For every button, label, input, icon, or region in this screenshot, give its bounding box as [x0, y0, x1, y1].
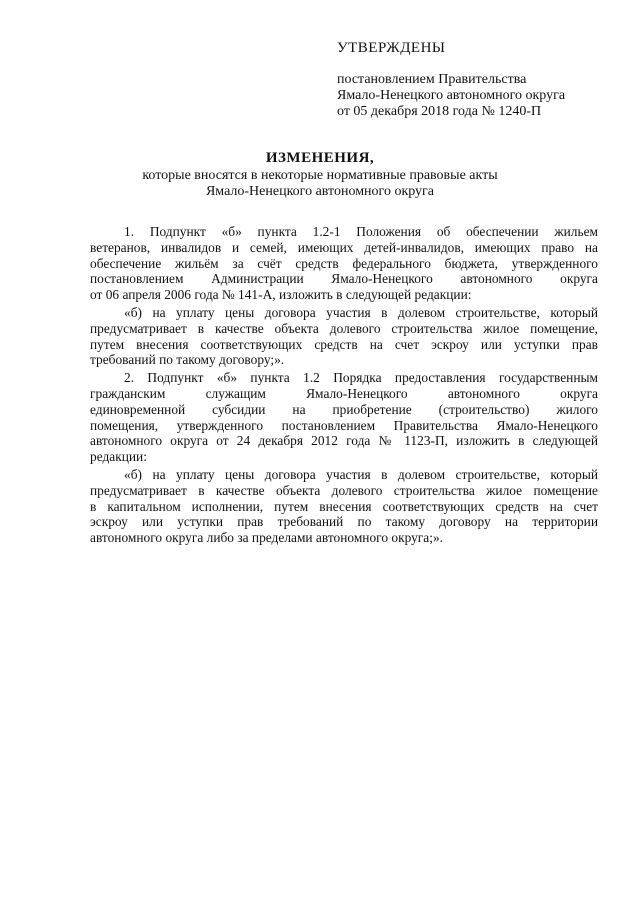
document-subtitle-line: Ямало-Ненецкого автономного округа — [205, 184, 435, 199]
text-line: требований по такому договору;». — [90, 352, 285, 368]
text-line: в капитальном исполнении, путем внесения соответствующих средств на счет — [90, 498, 598, 514]
text-line: автономного округа либо за пределами автономного округа;». — [90, 530, 443, 546]
text-line: 2. Подпункт «б» пункта 1.2 Порядка предоставления государственным — [124, 370, 598, 386]
paragraph-quote-1 — [90, 305, 598, 368]
text-line: единовременной субсидии на приобретение (строительство) жилого — [90, 401, 598, 417]
paragraph-quote-2 — [90, 467, 598, 546]
text-line: помещения, утвержденного постановлением Правительства Ямало-Ненецкого — [90, 417, 598, 433]
approval-line: Ямало-Ненецкого автономного округа — [337, 88, 566, 103]
approved-heading: УТВЕРЖДЕНЫ — [337, 40, 446, 56]
text-line: «б) на уплату цены договора участия в долевом строительстве, который — [124, 304, 598, 320]
document-subtitle-line: которые вносятся в некоторые нормативные правовые акты — [142, 168, 498, 183]
text-line: предусматривает в качестве объекта долевого строительства жилое помещение — [90, 482, 598, 498]
approval-block — [337, 40, 617, 120]
document-body — [90, 224, 598, 548]
document-title: ИЗМЕНЕНИЯ, — [265, 150, 375, 166]
text-line: предусматривает в качестве объекта долевого строительства жилое помещение, — [90, 320, 598, 336]
document-heading — [60, 150, 580, 200]
text-line: от 06 апреля 2006 года № 141-А, изложить в следующей редакции: — [90, 287, 472, 303]
text-line: 1. Подпункт «б» пункта 1.2-1 Положения об обеспечении жильем — [124, 224, 598, 239]
paragraph-item-1 — [90, 224, 598, 303]
text-line: постановлением Администрации Ямало-Ненецкого автономного округа — [90, 271, 598, 287]
approval-line: от 05 декабря 2018 года № 1240-П — [337, 104, 542, 119]
text-line: эскроу или уступки прав требований по такому договору на территории — [90, 514, 598, 530]
paragraph-item-2 — [90, 370, 598, 465]
text-line: обеспечение жильём за счёт средств федерального бюджета, утвержденного — [90, 255, 598, 271]
text-line: гражданским служащим Ямало-Ненецкого автономного округа — [90, 385, 598, 401]
text-line: автономного округа от 24 декабря 2012 года № 1123-П, изложить в следующей — [90, 433, 598, 449]
approval-line: постановлением Правительства — [337, 72, 527, 87]
text-line: путем внесения соответствующих средств на счет эскроу или уступки прав — [90, 336, 598, 352]
text-line: ветеранов, инвалидов и семей, имеющих детей-инвалидов, имеющих право на — [90, 239, 598, 255]
text-line: «б) на уплату цены договора участия в долевом строительстве, который — [124, 466, 598, 482]
text-line: редакции: — [90, 449, 147, 465]
